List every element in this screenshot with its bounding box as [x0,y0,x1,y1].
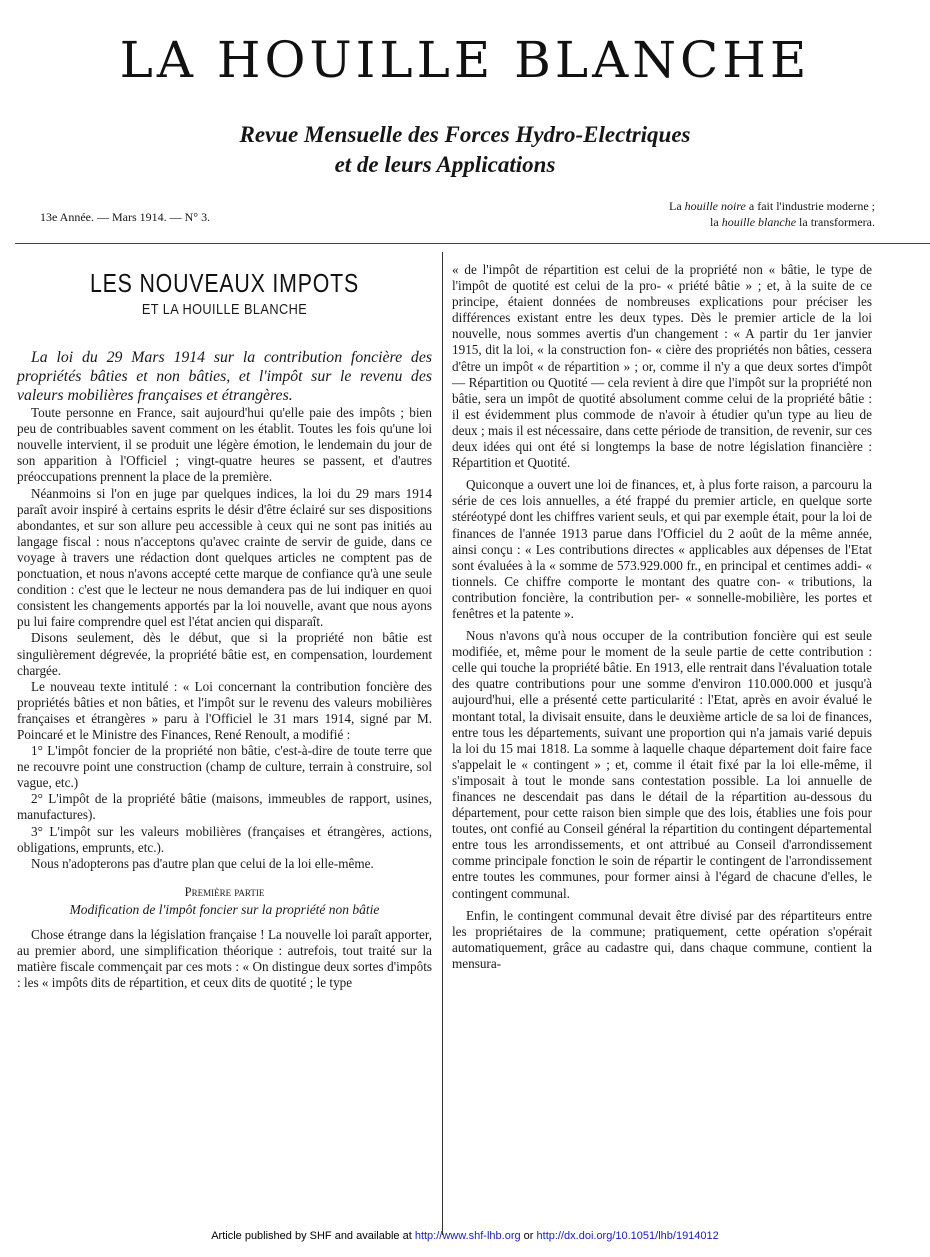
paragraph: Nous n'avons qu'à nous occuper de la contribution foncière qui est seule modifiée, et, même pour le moment de la seule partie de cette contribution : celle qui touche la propriété bâtie. En 1913, elle rentrait dans l'évaluation totale des quatre contributions pour une somme d'environ 110.000.000 et jusqu'à aujourd'hui, elle a présenté cette particularité : l'Etat, après en avoir évalué le montant total, la divisait ensuite, dans le deuxième article de sa loi de finances, entre tous les départements, suivant une proportion qui n'a jamais varié depuis la loi du 15 mai 1818. La somme à laquelle chaque département doit faire face s'appelait le « contingent » ; et, comme il était fixé par la loi elle-même, il s'imposait à tout le monde sans contestation possible. La loi annuelle de finances ne descendait pas dans le détail de la répartition au-dessous du département, pour cette raison bien simple que des lois, établies une fois pour toutes, ont confié au Conseil général la répartition du contingent départemental entre tous les arrondissements, et ont attribué au Conseil d'arrondissement comme principale fonction le soin de répartir le contingent de l'arrondissement entre toutes les communes, pour former ainsi à l'égard de chacune d'elles, le contingent communal. [452,628,872,901]
article-subtitle: ET LA HOUILLE BLANCHE [141,301,308,318]
left-column [17,258,432,991]
motto-part2: a fait l'industrie moderne ; [745,199,875,213]
paragraph: Nous n'adopterons pas d'autre plan que celui de la loi elle-même. [31,855,374,871]
motto-part1: La [669,199,685,213]
paragraph: Toute personne en France, sait aujourd'hui qu'elle paie des impôts ; bien peu de contribuables savent comment on les établit. Toutes les fois qu'une loi nouvelle intervient, il se produit une légère émotion, le lendemain du jour de son apparition à l'Officiel ; vingt-quatre heures se passent, et d'autres préoccupations prennent la place de la première. [17,405,432,485]
section-title: Première partie [184,884,265,899]
motto-part4: la transformera. [796,215,875,229]
masthead-title: LA HOUILLE BLANCHE [119,31,811,89]
paragraph: Enfin, le contingent communal devait être divisé par des répartiteurs entre les propriétaires de la commune; pratiquement, cette opération s'opérait automatiquement, grâce au cadastre qui, dans chaque commune, contient la mensura- [452,907,872,971]
motto-blanche: houille blanche [721,215,797,229]
paragraph: Chose étrange dans la législation française ! La nouvelle loi paraît apporter, au premier abord, une simplification théorique : autrefois, tout traité sur la matière fiscale commençait par ces mots : « On distingue deux sortes d'impôts : les « impôts dits de répartition, et ceux dits de quotité ; le type [17,926,432,991]
paragraph: 2° L'impôt de la propriété bâtie (maisons, immeubles de rapport, usines, manufactures). [17,791,432,823]
article-lead: La loi du 29 Mars 1914 sur la contribution foncière des propriétés bâties et non bâties, et l'impôt sur le revenu des valeurs mobilières françaises et étrangères. [17,349,432,405]
motto-part3: la [710,215,722,229]
paragraph: Disons seulement, dès le début, que si la propriété non bâtie est singulièrement dégrevée, la propriété bâtie est, en compensation, lourdement chargée. [17,630,432,678]
footer-link-shf[interactable]: http://www.shf-lhb.org [414,1230,521,1242]
motto [575,198,875,230]
masthead-subtitle-line1: Revue Mensuelle des Forces Hydro-Electriques [239,122,691,147]
masthead-subtitle-line2: et de leurs Applications [334,152,556,177]
footer-text: Article published by SHF and available at [211,1230,415,1242]
header-rule [15,243,930,244]
paragraph: Quiconque a ouvert une loi de finances, et, à plus forte raison, a parcouru la série de ces lois annuelles, a été frappé du premier article, en quelque sorte stéréotypé dont les chiffres varient seuls, et qui par exemple était, pour la loi de finances de l'année 1913 parue dans l'Officiel du 2 août de la même année, ainsi conçu : « Les contributions directes « applicables aux dépenses de l'Etat sont évaluées à la « somme de 573.929.000 fr., en principal et centimes addi- « tionnels. Ce chiffre comporte le montant des quatre con- « tributions, la contribution foncière, la contribution per- « sonnelle-mobilière, les portes et fenêtres et la patente ». [452,477,872,621]
paragraph: 3° L'impôt sur les valeurs mobilières (françaises et étrangères, actions, obligations, emprunts, etc.). [17,823,432,855]
column-rule [442,252,443,1235]
right-column [452,262,872,972]
section-subtitle: Modification de l'impôt foncier sur la propriété non bâtie [69,901,380,917]
article-title: LES NOUVEAUX IMPOTS [89,268,360,298]
motto-noire: houille noire [684,199,746,213]
paragraph: « de l'impôt de répartition est celui de la propriété non « bâtie, le type de l'impôt de quotité est celui de la pro- « priété bâtie » ; et, à la suite de ce principe, étaient données de nombreuses explications pour préciser les différences existant entre les deux types. Dès le premier article de la loi nouvelle, nous sommes avertis d'un changement : « A partir du 1er janvier 1915, dit la loi, « la construction fon- « cière des propriétés non bâties, cessera d'être un impôt « de répartition » ; or, comme il n'y a que deux sortes d'impôt — Répartition ou Quotité — cela revient à dire que l'impôt sur la propriété non bâtie, sera un impôt de quotité absolument comme celui de la propriété bâtie : il est évidemment plus commode de n'avoir à étudier qu'un type au lieu de deux ; mais il est nécessaire, dans cette période de transition, de revenir, sur ces deux idées qui ont été si longtemps la base de notre législation financière : Répartition et Quotité. [452,262,872,471]
paragraph: Le nouveau texte intitulé : « Loi concernant la contribution foncière des propriétés bâties et non bâties, et l'impôt sur le revenu des valeurs mobilières françaises et étrangères » paru à l'Officiel le 31 mars 1914, signé par M. Poincaré et le Ministre des Finances, René Renoult, a modifié : [17,678,432,742]
paragraph: Néanmoins si l'on en juge par quelques indices, la loi du 29 mars 1914 paraît avoir inspiré à certains esprits le désir d'être éclairé sur ses dispositions abondantes, et sur son allure peu accessible à ceux qui ne sont pas initiés au langage fiscal : nous n'acceptons qu'avec crainte de servir de guide, dans ce voyage à travers une rédaction dont quelques articles ne comptent pas de ponctuation, et nous n'avons accepté cette marque de confiance qu'à une seule condition : c'est que le lecteur ne nous demandera pas de lui indiquer en quoi consistent les changements apportés par la loi nouvelle, avant que nous ayons pu lui faire comprendre quel est l'état ancien qui disparaît. [17,485,432,630]
issue-info: 13e Année. — Mars 1914. — N° 3. [40,210,211,224]
paragraph: 1° L'impôt foncier de la propriété non bâtie, c'est-à-dire de toute terre que ne recouvre point une construction (champ de culture, terrain à construire, sol vague, etc.) [17,743,432,791]
footer-link-doi[interactable]: http://dx.doi.org/10.1051/lhb/1914012 [536,1230,719,1242]
footer-mid: or [520,1230,537,1242]
footer [0,1230,930,1242]
